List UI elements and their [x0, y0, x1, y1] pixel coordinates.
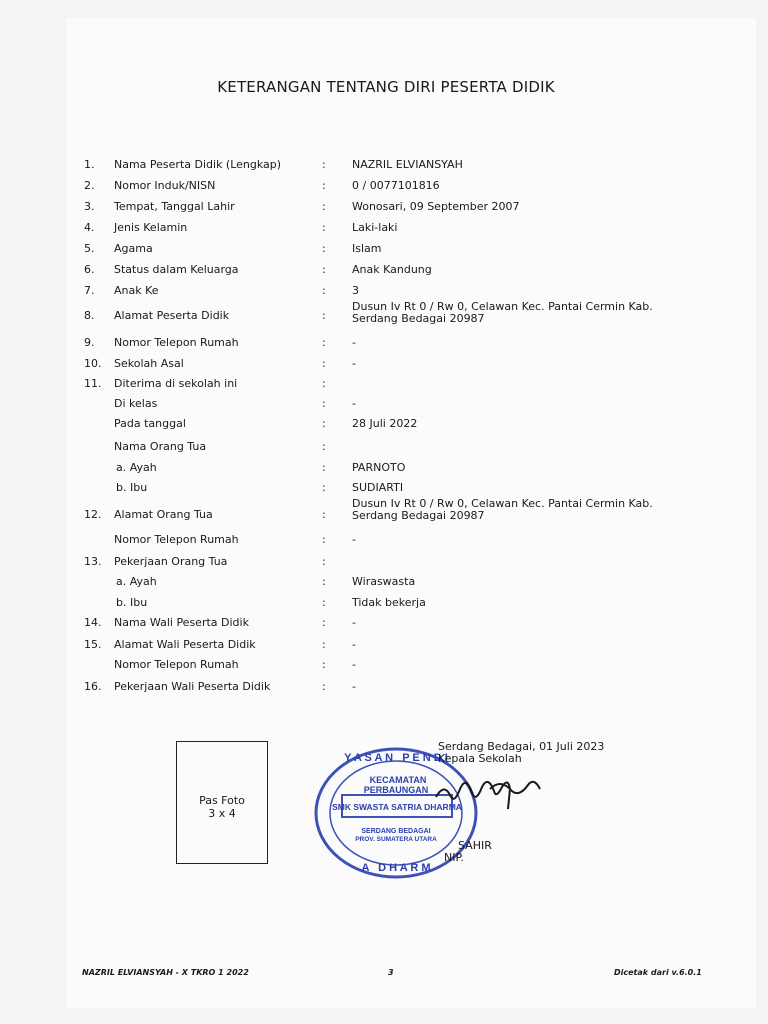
signature-nip: NIP. — [444, 851, 464, 864]
row-value: NAZRIL ELVIANSYAH — [352, 158, 463, 171]
row-colon: : — [322, 284, 326, 297]
row-colon: : — [322, 263, 326, 276]
row-label: Alamat Orang Tua — [114, 508, 213, 521]
signature-place-date: Serdang Bedagai, 01 Juli 2023 — [438, 740, 605, 753]
row-label: Alamat Wali Peserta Didik — [114, 638, 256, 651]
svg-text:A D H A R M: A D H A R M — [361, 862, 431, 874]
row-label: Nama Orang Tua — [114, 440, 207, 453]
row-value: - — [352, 533, 356, 546]
row-value: Wonosari, 09 September 2007 — [352, 200, 520, 213]
row-label: Jenis Kelamin — [114, 221, 188, 234]
row-label: Pekerjaan Wali Peserta Didik — [114, 680, 271, 693]
row-number: 10. — [84, 357, 102, 370]
svg-text:SMK SWASTA SATRIA DHARMA: SMK SWASTA SATRIA DHARMA — [332, 802, 462, 812]
row-label: a. Ayah — [116, 461, 157, 474]
svg-text:PROV. SUMATERA UTARA: PROV. SUMATERA UTARA — [355, 836, 437, 843]
row-label: Nama Wali Peserta Didik — [114, 616, 249, 629]
row-colon: : — [322, 179, 326, 192]
row-number: 4. — [84, 221, 95, 234]
row-label: Nomor Telepon Rumah — [114, 533, 239, 546]
row-label: Pekerjaan Orang Tua — [114, 555, 228, 568]
signature-name: SAHIR — [458, 839, 492, 852]
row-value: - — [352, 638, 356, 651]
row-number: 7. — [84, 284, 95, 297]
row-number: 6. — [84, 263, 95, 276]
row-value: PARNOTO — [352, 461, 406, 474]
row-label: Di kelas — [114, 397, 158, 410]
row-colon: : — [322, 680, 326, 693]
row-label: b. Ibu — [116, 596, 148, 609]
row-colon: : — [322, 533, 326, 546]
row-colon: : — [322, 575, 326, 588]
row-label: Nama Peserta Didik (Lengkap) — [114, 158, 282, 171]
row-label: Nomor Induk/NISN — [114, 179, 216, 192]
svg-text:Y A S A N P E N D I: Y A S A N P E N D I — [344, 752, 448, 764]
row-number: 16. — [84, 680, 102, 693]
row-colon: : — [322, 658, 326, 671]
row-label: a. Ayah — [116, 575, 157, 588]
row-colon: : — [322, 397, 326, 410]
row-value: Tidak bekerja — [352, 596, 426, 609]
row-value: Anak Kandung — [352, 263, 432, 276]
row-label: b. Ibu — [116, 481, 148, 494]
row-colon: : — [322, 481, 326, 494]
row-number: 5. — [84, 242, 95, 255]
row-label: Anak Ke — [114, 284, 159, 297]
row-value: - — [352, 397, 356, 410]
row-value: - — [352, 680, 356, 693]
row-value: 3 — [352, 284, 359, 297]
row-label: Pada tanggal — [114, 417, 186, 430]
row-colon: : — [322, 461, 326, 474]
photo-label: Pas Foto — [199, 794, 245, 807]
row-colon: : — [322, 417, 326, 430]
row-label: Alamat Peserta Didik — [114, 309, 230, 322]
row-value: - — [352, 658, 356, 671]
row-number: 15. — [84, 638, 102, 651]
row-value: 28 Juli 2022 — [352, 417, 418, 430]
svg-text:SERDANG BEDAGAI: SERDANG BEDAGAI — [361, 828, 431, 835]
row-number: 13. — [84, 555, 102, 568]
svg-text:KECAMATAN: KECAMATAN — [369, 775, 427, 785]
row-colon: : — [322, 200, 326, 213]
row-label: Nomor Telepon Rumah — [114, 658, 239, 671]
footer-student: NAZRIL ELVIANSYAH - X TKRO 1 2022 — [82, 968, 249, 977]
row-colon: : — [322, 158, 326, 171]
row-value: - — [352, 616, 356, 629]
row-label: Status dalam Keluarga — [114, 263, 239, 276]
row-colon: : — [322, 377, 326, 390]
row-colon: : — [322, 221, 326, 234]
row-number: 11. — [84, 377, 102, 390]
row-colon: : — [322, 242, 326, 255]
row-number: 1. — [84, 158, 95, 171]
row-label: Diterima di sekolah ini — [114, 377, 238, 390]
row-value: SUDIARTI — [352, 481, 404, 494]
row-value: Dusun Iv Rt 0 / Rw 0, Celawan Kec. Pantai Cermin Kab. Serdang Bedagai 20987 — [352, 300, 653, 325]
footer-page-number: 3 — [388, 968, 394, 977]
row-colon: : — [322, 596, 326, 609]
row-value: Wiraswasta — [352, 575, 416, 588]
row-number: 2. — [84, 179, 95, 192]
row-value: - — [352, 336, 356, 349]
row-colon: : — [322, 638, 326, 651]
row-label: Agama — [114, 242, 153, 255]
row-colon: : — [322, 336, 326, 349]
row-colon: : — [322, 309, 326, 322]
photo-placeholder — [176, 741, 268, 864]
row-value: Dusun Iv Rt 0 / Rw 0, Celawan Kec. Pantai Cermin Kab. Serdang Bedagai 20987 — [352, 497, 653, 522]
row-number: 14. — [84, 616, 102, 629]
row-value: - — [352, 357, 356, 370]
row-value: Islam — [352, 242, 382, 255]
photo-size: 3 x 4 — [208, 807, 236, 820]
row-label: Sekolah Asal — [114, 357, 184, 370]
row-label: Tempat, Tanggal Lahir — [114, 200, 235, 213]
row-label: Nomor Telepon Rumah — [114, 336, 239, 349]
row-number: 9. — [84, 336, 95, 349]
row-colon: : — [322, 616, 326, 629]
row-colon: : — [322, 555, 326, 568]
svg-text:PERBAUNGAN: PERBAUNGAN — [363, 785, 429, 795]
row-number: 12. — [84, 508, 102, 521]
document-title: KETERANGAN TENTANG DIRI PESERTA DIDIK — [217, 78, 555, 96]
row-number: 3. — [84, 200, 95, 213]
row-value: 0 / 0077101816 — [352, 179, 440, 192]
row-colon: : — [322, 440, 326, 453]
row-colon: : — [322, 357, 326, 370]
row-colon: : — [322, 508, 326, 521]
row-number: 8. — [84, 309, 95, 322]
footer-version: Dicetak dari v.6.0.1 — [614, 968, 702, 977]
signature-role: Kepala Sekolah — [438, 752, 522, 765]
row-value: Laki-laki — [352, 221, 398, 234]
